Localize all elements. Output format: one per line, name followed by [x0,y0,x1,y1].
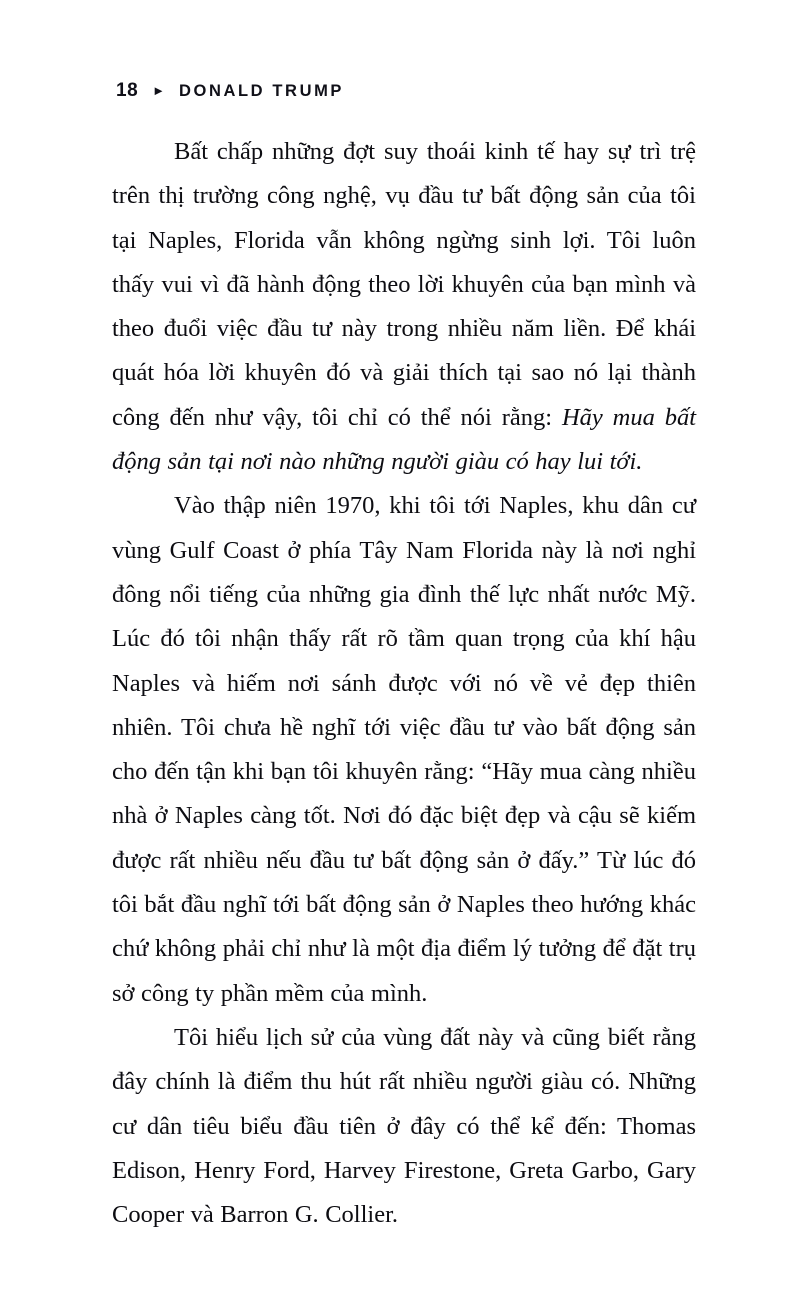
running-head-title: DONALD TRUMP [179,81,345,100]
paragraph-1-text: Bất chấp những đợt suy thoái kinh tế hay sự trì trệ trên thị trường công nghệ, vụ đầu tư bất động sản của tôi tại Naples, Florida vẫn không ngừng sinh lợi. Tôi luôn thấy vui vì đã hành động theo lời khuyên của bạn mình và theo đuổi việc đầu tư này trong nhiều năm liền. Để khái quát hóa lời khuyên đó và giải thích tại sao nó lại thành công đến như vậy, tôi chỉ có thể nói rằng: [112,138,696,431]
running-head [116,78,696,104]
body-text [112,130,696,1237]
paragraph-3: Tôi hiểu lịch sử của vùng đất này và cũng biết rằng đây chính là điểm thu hút rất nhiều người giàu có. Những cư dân tiêu biểu đầu tiên ở đây có thể kể đến: Thomas Edison, Henry Ford, Harvey Firestone, Greta Garbo, Gary Cooper và Barron G. Collier. [112,1023,696,1229]
paragraph-1-emphasis: Hãy mua bất động sản tại nơi nào những người giàu có hay lui tới. [112,403,697,476]
triangle-right-icon: ► [152,82,166,98]
paragraph-2: Vào thập niên 1970, khi tôi tới Naples, khu dân cư vùng Gulf Coast ở phía Tây Nam Florida này là nơi nghỉ đông nổi tiếng của những gia đình thế lực nhất nước Mỹ. Lúc đó tôi nhận thấy rất rõ tầm quan trọng của khí hậu Naples và hiếm nơi sánh được với nó về vẻ đẹp thiên nhiên. Tôi chưa hề nghĩ tới việc đầu tư vào bất động sản cho đến tận khi bạn tôi khuyên rằng: “Hãy mua càng nhiều nhà ở Naples càng tốt. Nơi đó đặc biệt đẹp và cậu sẽ kiếm được rất nhiều nếu đầu tư bất động sản ở đấy.” Từ lúc đó tôi bắt đầu nghĩ tới bất động sản ở Naples theo hướng khác chứ không phải chỉ như là một địa điểm lý tưởng để đặt trụ sở công ty phần mềm của mình. [112,492,696,1007]
paragraph-1 [112,130,696,484]
page-number: 18 [116,80,139,101]
